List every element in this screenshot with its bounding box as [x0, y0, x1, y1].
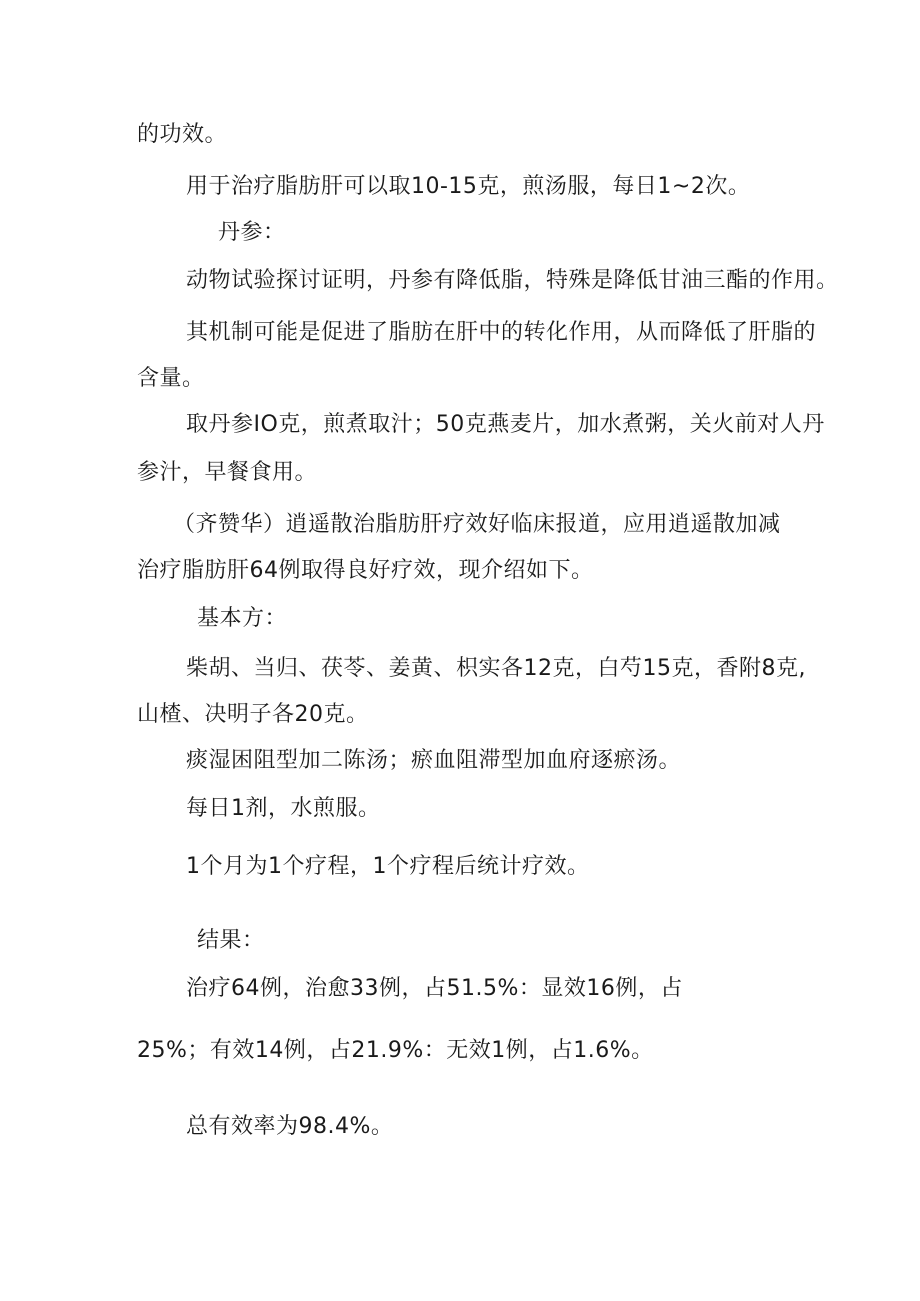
section-heading: 结果：	[197, 928, 265, 953]
section-heading: 丹参：	[218, 220, 286, 245]
text-line: （齐赞华）逍遥散治脂肪肝疗效好临床报道，应用逍遥散加减	[173, 512, 781, 537]
text-line: 其机制可能是促进了脂肪在肝中的转化作用，从而降低了肝脂的	[186, 320, 817, 345]
text-line: 25%；有效14例，占21.9%：无效1例，占1.6%。	[137, 1038, 654, 1063]
text-line: 治疗64例，治愈33例，占51.5%：显效16例，占	[186, 976, 683, 1001]
text-line: 用于治疗脂肪肝可以取10-15克，煎汤服，每日1~2次。	[186, 174, 751, 199]
text-line: 动物试验探讨证明，丹参有降低脂，特殊是降低甘油三酯的作用。	[186, 268, 839, 293]
text-line: 总有效率为98.4%。	[186, 1114, 394, 1139]
text-line: 柴胡、当归、茯苓、姜黄、枳实各12克，白芍15克，香附8克,	[186, 656, 806, 681]
text-line: 治疗脂肪肝64例取得良好疗效，现介绍如下。	[137, 558, 594, 583]
text-line: 每日1剂，水煎服。	[186, 796, 381, 821]
text-line: 参汁，早餐食用。	[137, 460, 318, 485]
text-line: 痰湿困阻型加二陈汤；瘀血阻滞型加血府逐瘀汤。	[186, 748, 682, 773]
text-line: 1个月为1个疗程，1个疗程后统计疗效。	[186, 854, 590, 879]
text-line: 取丹参IO克，煎煮取汁；50克燕麦片，加水煮粥，关火前对人丹	[186, 412, 825, 437]
text-line: 的功效。	[137, 122, 228, 147]
text-line: 山楂、决明子各20克。	[137, 702, 369, 727]
section-heading: 基本方：	[197, 606, 288, 631]
text-line: 含量。	[137, 366, 205, 391]
